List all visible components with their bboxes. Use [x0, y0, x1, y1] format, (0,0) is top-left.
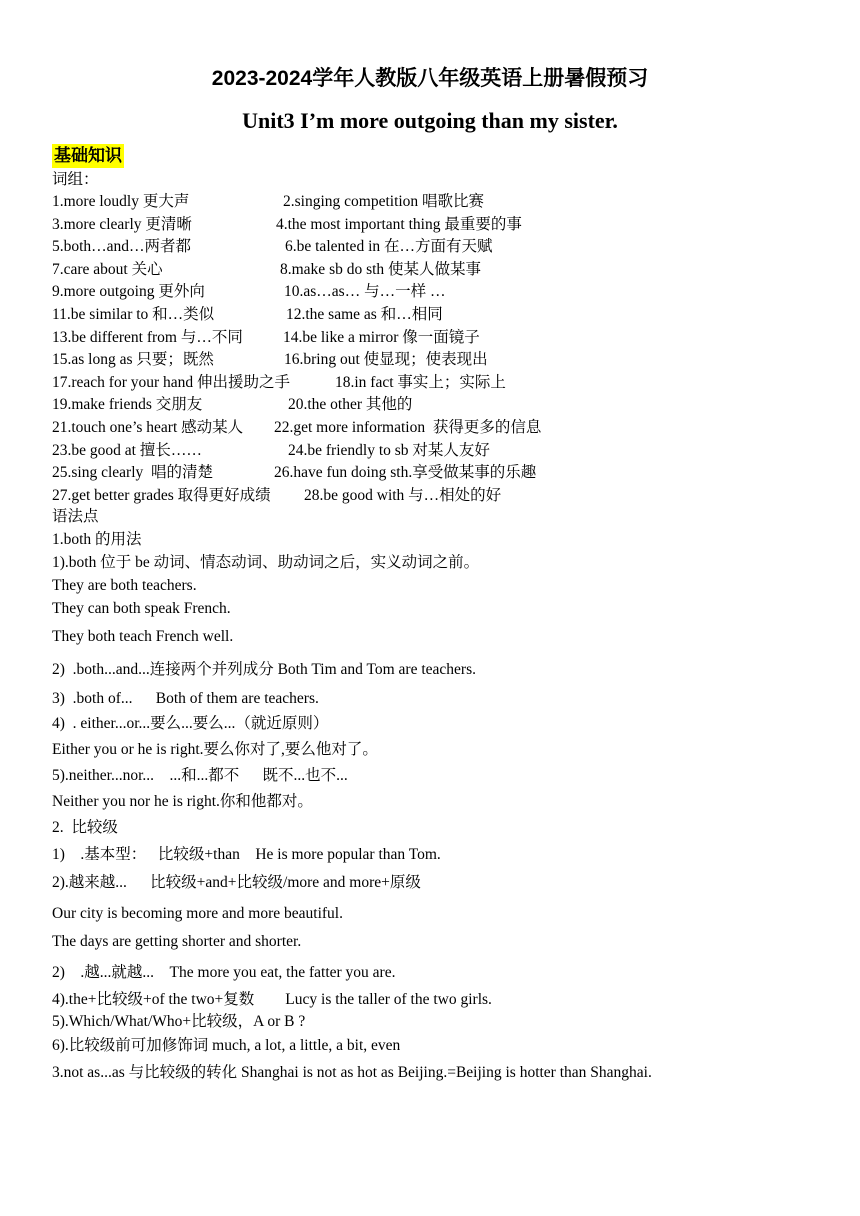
grammar-line: 5).neither...nor... ...和...都不 既不...也不... [52, 767, 348, 784]
phrase-item: 6.be talented in 在…方面有天赋 [285, 238, 493, 256]
grammar-line: 3) .both of... Both of them are teachers. [52, 690, 319, 707]
grammar-line: 2) .both...and...连接两个并列成分 Both Tim and Tom are teachers. [52, 661, 476, 678]
grammar-line: They can both speak French. [52, 600, 231, 617]
phrase-item: 4.the most important thing 最重要的事 [276, 215, 522, 233]
phrase-item: 13.be different from 与…不同 [52, 328, 243, 346]
phrase-item: 12.the same as 和…相同 [286, 306, 443, 323]
grammar-line: The days are getting shorter and shorter. [52, 933, 302, 950]
section-tag-highlight: 基础知识 [54, 146, 122, 166]
grammar-line: 1).both 位于 be 动词、情态动词、助动词之后，实义动词之前。 [52, 554, 480, 571]
phrase-item: 11.be similar to 和…类似 [52, 306, 215, 323]
phrase-item: 18.in fact 事实上；实际上 [335, 373, 506, 391]
grammar-line: They are both teachers. [52, 577, 197, 594]
grammar-line: They both teach French well. [52, 628, 234, 645]
phrase-item: 2.singing competition 唱歌比赛 [283, 193, 485, 210]
phrase-item: 20.the other 其他的 [288, 396, 413, 414]
grammar-line: 2) .越...就越... The more you eat, the fatter you are. [52, 964, 396, 981]
grammar-line: 1) .基本型： 比较级+than He is more popular than Tom. [52, 846, 441, 863]
phrase-item: 28.be good with 与…相处的好 [304, 486, 502, 504]
phrase-item: 24.be friendly to sb 对某人友好 [288, 441, 490, 459]
grammar-line: 2. 比较级 [52, 819, 118, 836]
grammar-line: 2).越来越... 比较级+and+比较级/more and more+原级 [52, 874, 421, 891]
phrase-item: 9.more outgoing 更外向 [52, 283, 205, 301]
phrase-item: 26.have fun doing sth.享受做某事的乐趣 [274, 464, 537, 482]
grammar-line: 4).the+比较级+of the two+复数 Lucy is the taller of the two girls. [52, 991, 492, 1008]
phrase-item: 16.bring out 使显现；使表现出 [284, 351, 488, 369]
phrase-item: 8.make sb do sth 使某人做某事 [280, 260, 482, 278]
phrase-item: 1.more loudly 更大声 [52, 193, 190, 210]
grammar-line: 6).比较级前可加修饰词 much, a lot, a little, a bit, even [52, 1037, 401, 1054]
phrase-item: 19.make friends 交朋友 [52, 396, 203, 414]
phrase-item: 17.reach for your hand 伸出援助之手 [52, 373, 291, 391]
phrase-item: 7.care about 关心 [52, 260, 163, 278]
phrase-item: 23.be good at 擅长…… [52, 441, 202, 459]
phrases-label: 词组： [52, 171, 99, 188]
unit-subtitle: Unit3 I’m more outgoing than my sister. [242, 108, 618, 133]
grammar-line: Our city is becoming more and more beautiful. [52, 905, 343, 922]
phrase-item: 27.get better grades 取得更好成绩 [52, 486, 271, 504]
grammar-line: 4) . either...or...要么...要么...（就近原则） [52, 715, 329, 732]
document-title: 2023-2024学年人教版八年级英语上册暑假预习 [211, 67, 649, 90]
phrase-item: 21.touch one’s heart 感动某人 [52, 419, 244, 436]
phrase-item: 3.more clearly 更清晰 [52, 215, 192, 233]
phrase-item: 15.as long as 只要；既然 [52, 351, 214, 369]
grammar-label: 语法点 [52, 508, 99, 525]
phrase-item: 5.both…and…两者都 [52, 238, 192, 256]
grammar-line: 1.both 的用法 [52, 531, 142, 548]
phrase-item: 14.be like a mirror 像一面镜子 [283, 328, 480, 346]
grammar-line: Neither you nor he is right.你和他都对。 [52, 793, 313, 810]
grammar-line: 3.not as...as 与比较级的转化 Shanghai is not as hot as Beijing.=Beijing is hotter than Shanghai. [52, 1064, 652, 1081]
phrase-item: 25.sing clearly 唱的清楚 [52, 464, 214, 482]
grammar-line: 5).Which/What/Who+比较级，A or B ? [52, 1013, 306, 1030]
grammar-line: Either you or he is right.要么你对了,要么他对了。 [52, 741, 378, 758]
phrase-item: 22.get more information 获得更多的信息 [274, 419, 542, 436]
phrase-item: 10.as…as… 与…一样 … [284, 283, 446, 301]
